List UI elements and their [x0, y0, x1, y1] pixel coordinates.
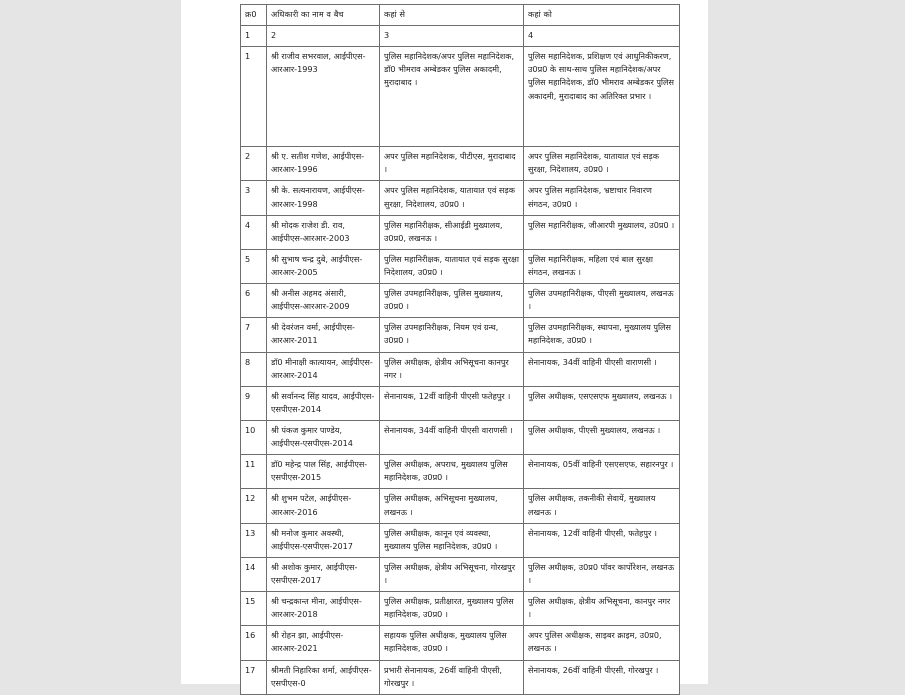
column-header-name: अधिकारी का नाम व बैच — [267, 5, 380, 26]
cell-serial: 16 — [241, 626, 267, 660]
cell-serial: 3 — [241, 181, 267, 215]
cell-officer-name: श्री सर्वानन्द सिंह यादव, आईपीएस-एसपीएस-2014 — [267, 386, 380, 420]
cell-posted-from: सहायक पुलिस अधीक्षक, मुख्यालय पुलिस महानिदेशक, उ0प्र0 । — [380, 626, 524, 660]
cell-posted-to: पुलिस अधीक्षक, एसएसएफ मुख्यालय, लखनऊ । — [524, 386, 680, 420]
cell-posted-from: अपर पुलिस महानिदेशक, पीटीएस, मुरादाबाद । — [380, 147, 524, 181]
cell-posted-to: पुलिस अधीक्षक, उ0प्र0 पॉवर कार्पोरेशन, लखनऊ । — [524, 557, 680, 591]
cell-posted-from: पुलिस अधीक्षक, प्रतीक्षारत, मुख्यालय पुलिस महानिदेशक, उ0प्र0 । — [380, 592, 524, 626]
cell-officer-name: श्री चन्द्रकान्त मीना, आईपीएस-आरआर-2018 — [267, 592, 380, 626]
cell-officer-name: श्री रोहन झा, आईपीएस-आरआर-2021 — [267, 626, 380, 660]
cell-officer-name: डॉ0 महेन्द्र पाल सिंह, आईपीएस-एसपीएस-2015 — [267, 455, 380, 489]
cell-serial: 4 — [241, 215, 267, 249]
cell-officer-name: श्री अशोक कुमार, आईपीएस-एसपीएस-2017 — [267, 557, 380, 591]
cell-officer-name: श्रीमती निहारिका शर्मा, आईपीएस-एसपीएस-0 — [267, 660, 380, 694]
cell-posted-from: प्रभारी सेनानायक, 26वीं वाहिनी पीएसी, गोरखपुर । — [380, 660, 524, 694]
cell-posted-from: पुलिस महानिरीक्षक, सीआईडी मुख्यालय, उ0प्र0, लखनऊ । — [380, 215, 524, 249]
cell-serial: 10 — [241, 420, 267, 454]
cell-serial: 14 — [241, 557, 267, 591]
cell-posted-from: पुलिस अधीक्षक, क्षेत्रीय अभिसूचना कानपुर नगर । — [380, 352, 524, 386]
cell-serial: 15 — [241, 592, 267, 626]
table-header — [241, 5, 680, 47]
cell-officer-name: श्री राजीव सभरवाल, आईपीएस-आरआर-1993 — [267, 47, 380, 147]
column-header-from: कहां से — [380, 5, 524, 26]
cell-serial: 6 — [241, 284, 267, 318]
cell-serial: 13 — [241, 523, 267, 557]
table-row — [241, 592, 680, 626]
cell-officer-name: श्री सुभाष चन्द्र दुबे, आईपीएस-आरआर-2005 — [267, 249, 380, 283]
cell-posted-to: पुलिस महानिरीक्षक, जीआरपी मुख्यालय, उ0प्र0 । — [524, 215, 680, 249]
table-row — [241, 489, 680, 523]
cell-serial: 5 — [241, 249, 267, 283]
cell-posted-to: सेनानायक, 26वीं वाहिनी पीएसी, गोरखपुर । — [524, 660, 680, 694]
table-row — [241, 420, 680, 454]
cell-posted-to: अपर पुलिस महानिदेशक, भ्रष्टाचार निवारण संगठन, उ0प्र0 । — [524, 181, 680, 215]
cell-posted-to: सेनानायक, 05वीं वाहिनी एसएसएफ, सहारनपुर । — [524, 455, 680, 489]
cell-posted-from: अपर पुलिस महानिदेशक, यातायात एवं सड़क सुरक्षा, निदेशालय, उ0प्र0 । — [380, 181, 524, 215]
table-row — [241, 660, 680, 694]
cell-posted-from: सेनानायक, 34वीं वाहिनी पीएसी वाराणसी । — [380, 420, 524, 454]
cell-posted-to: सेनानायक, 34वीं वाहिनी पीएसी वाराणसी । — [524, 352, 680, 386]
table-row — [241, 47, 680, 147]
cell-officer-name: श्री अनीस अहमद अंसारी, आईपीएस-आरआर-2009 — [267, 284, 380, 318]
cell-posted-to: पुलिस उपमहानिरीक्षक, स्थापना, मुख्यालय पुलिस महानिदेशक, उ0प्र0 । — [524, 318, 680, 352]
table-row — [241, 284, 680, 318]
table-row — [241, 318, 680, 352]
cell-posted-to: पुलिस महानिरीक्षक, महिला एवं बाल सुरक्षा संगठन, लखनऊ । — [524, 249, 680, 283]
table-row — [241, 147, 680, 181]
cell-serial: 7 — [241, 318, 267, 352]
cell-posted-to: पुलिस महानिदेशक, प्रशिक्षण एवं आधुनिकीकरण, उ0प्र0 के साथ-साथ पुलिस महानिदेशक/अपर पुलिस महानिदेशक, डॉ0 भीमराव अम्बेडकर पुलिस अकादमी, मुरादाबाद का अतिरिक्त प्रभार । — [524, 47, 680, 147]
cell-officer-name: श्री शुभम पटेल, आईपीएस-आरआर-2016 — [267, 489, 380, 523]
cell-posted-from: पुलिस अधीक्षक, कानून एवं व्यवस्था, मुख्यालय पुलिस महानिदेशक, उ0प्र0 । — [380, 523, 524, 557]
cell-posted-to: पुलिस उपमहानिरीक्षक, पीएसी मुख्यालय, लखनऊ । — [524, 284, 680, 318]
column-number-row — [241, 26, 680, 47]
officer-transfer-table — [240, 4, 680, 695]
table-row — [241, 352, 680, 386]
table-row — [241, 557, 680, 591]
cell-posted-to: पुलिस अधीक्षक, तकनीकी सेवायें, मुख्यालय लखनऊ । — [524, 489, 680, 523]
cell-serial: 9 — [241, 386, 267, 420]
cell-posted-from: पुलिस अधीक्षक, अभिसूचना मुख्यालय, लखनऊ । — [380, 489, 524, 523]
cell-officer-name: श्री देवरंजन वर्मा, आईपीएस-आरआर-2011 — [267, 318, 380, 352]
cell-officer-name: डॉ0 मीनाक्षी कात्यायन, आईपीएस-आरआर-2014 — [267, 352, 380, 386]
cell-posted-to: सेनानायक, 12वीं वाहिनी पीएसी, फतेहपुर । — [524, 523, 680, 557]
table-row — [241, 249, 680, 283]
column-number-3: 3 — [380, 26, 524, 47]
header-row — [241, 5, 680, 26]
cell-posted-from: पुलिस उपमहानिरीक्षक, पुलिस मुख्यालय, उ0प्र0 । — [380, 284, 524, 318]
cell-posted-to: पुलिस अधीक्षक, पीएसी मुख्यालय, लखनऊ । — [524, 420, 680, 454]
column-header-to: कहां को — [524, 5, 680, 26]
table-body — [241, 47, 680, 695]
cell-officer-name: श्री पंकज कुमार पाण्डेय, आईपीएस-एसपीएस-2014 — [267, 420, 380, 454]
cell-officer-name: श्री मनोज कुमार अवस्थी, आईपीएस-एसपीएस-2017 — [267, 523, 380, 557]
column-number-1: 1 — [241, 26, 267, 47]
cell-posted-from: पुलिस अधीक्षक, अपराध, मुख्यालय पुलिस महानिदेशक, उ0प्र0 । — [380, 455, 524, 489]
cell-serial: 17 — [241, 660, 267, 694]
document-page — [181, 0, 708, 688]
cell-posted-from: पुलिस उपमहानिरीक्षक, नियम एवं ग्रन्थ, उ0प्र0 । — [380, 318, 524, 352]
cell-serial: 12 — [241, 489, 267, 523]
column-number-2: 2 — [267, 26, 380, 47]
cell-posted-to: अपर पुलिस अधीक्षक, साइबर क्राइम, उ0प्र0, लखनऊ । — [524, 626, 680, 660]
table-row — [241, 215, 680, 249]
cell-posted-to: पुलिस अधीक्षक, क्षेत्रीय अभिसूचना, कानपुर नगर । — [524, 592, 680, 626]
cell-officer-name: श्री ए. सतीश गणेश, आईपीएस-आरआर-1996 — [267, 147, 380, 181]
table-row — [241, 626, 680, 660]
table-row — [241, 455, 680, 489]
cell-officer-name: श्री मोदक राजेश डी. राव, आईपीएस-आरआर-2003 — [267, 215, 380, 249]
cell-posted-from: पुलिस अधीक्षक, क्षेत्रीय अभिसूचना, गोरखपुर । — [380, 557, 524, 591]
column-header-serial: क्र0 — [241, 5, 267, 26]
table-row — [241, 386, 680, 420]
table-row — [241, 181, 680, 215]
cell-serial: 8 — [241, 352, 267, 386]
column-number-4: 4 — [524, 26, 680, 47]
cell-posted-from: पुलिस महानिदेशक/अपर पुलिस महानिदेशक, डॉ0 भीमराव अम्बेडकर पुलिस अकादमी, मुरादाबाद । — [380, 47, 524, 147]
cell-serial: 11 — [241, 455, 267, 489]
cell-serial: 1 — [241, 47, 267, 147]
cell-posted-from: सेनानायक, 12वीं वाहिनी पीएसी फतेहपुर । — [380, 386, 524, 420]
cell-posted-to: अपर पुलिस महानिदेशक, यातायात एवं सड़क सुरक्षा, निदेशालय, उ0प्र0 । — [524, 147, 680, 181]
cell-serial: 2 — [241, 147, 267, 181]
cell-posted-from: पुलिस महानिरीक्षक, यातायात एवं सड़क सुरक्षा निदेशालय, उ0प्र0 । — [380, 249, 524, 283]
table-row — [241, 523, 680, 557]
cell-officer-name: श्री के. सत्यनारायण, आईपीएस-आरआर-1998 — [267, 181, 380, 215]
